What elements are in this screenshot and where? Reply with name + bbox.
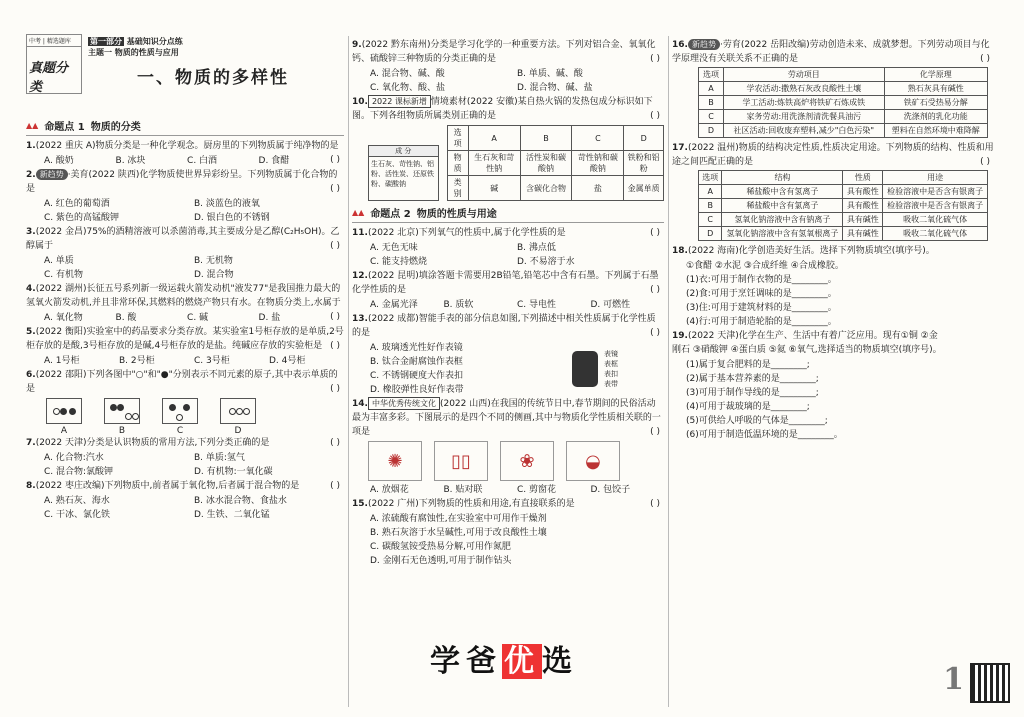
flame-icon: ▲▲: [26, 121, 39, 130]
question-14: 14. 中华优秀传统文化 (2022 山西)在我国的传统节日中,春节期间的民俗活动最为丰富多彩。下图展示的是四个不同的侧画,其中与物质化学性质相关联的一项是 ( ): [352, 399, 661, 437]
ingredient-label: 成 分 生石灰、苛性钠、铝粉、活性炭、还原铁粉、碳酸钠: [368, 145, 439, 201]
q19-blank-4[interactable]: (4)可用于裁玻璃的是________;: [686, 402, 810, 412]
options-4: A. 氧化物 B. 酸 C. 碱 D. 盐: [44, 313, 281, 323]
column-2: [352, 38, 664, 709]
options-9: A. 混合物、碱、酸 B. 单质、碱、酸 C. 氧化物、酸、盐 D. 混合物、碱、盐: [370, 69, 593, 93]
trend-tag: 新趋势: [688, 39, 720, 50]
dumplings-icon: ◒: [566, 441, 620, 481]
options-11: A. 无色无味 B. 沸点低 C. 能支持燃烧 D. 不易溶于水: [370, 243, 575, 267]
page-title: 一、物质的多样性: [137, 67, 289, 88]
q19-blank-3[interactable]: (3)可用于制作导线的是________;: [686, 388, 819, 398]
section-heading-2: ▲▲ 命题点 2 物质的性质与用途: [352, 205, 664, 223]
q19-blank-2[interactable]: (2)属于基本营养素的是________;: [686, 374, 819, 384]
watch-figure: 表镜 表框 表扣 表带: [572, 341, 618, 397]
trend-tag: 新趋势: [36, 169, 68, 180]
question-12: 12.(2022 昆明)填涂答题卡需要用2B铅笔,铅笔芯中含有石墨。下列属于石墨化学性质的是 ( ): [352, 271, 660, 295]
question-7: 7.(2022 天津)分类是认识物质的常用方法,下列分类正确的是 ( ): [26, 438, 340, 448]
q18-items: ①食醋 ②水泥 ③合成纤维 ④合成橡胶。: [686, 261, 844, 271]
q16-table: 选项 劳动项目 化学原理 A 学农活动:撒熟石灰改良酸性土壤 熟石灰具有碱性 B 学工活动:炼铁高炉将铁矿石炼成铁 铁矿石受热易分解 C 家务劳动:用洗涤剂清洗餐具油污 洗涤剂的乳化功能 D 社区活动:回收废弃塑料,减少"白色污染" 塑料在自然环境中难降解: [698, 67, 988, 138]
chapter-header: [26, 34, 344, 104]
options-1: A. 酸奶 B. 冰块 C. 白酒 D. 食醋: [44, 156, 290, 166]
q18-blank-2[interactable]: (2)食:可用于烹饪调味的是________。: [686, 289, 837, 299]
fireworks-icon: ✺: [368, 441, 422, 481]
column-1: [26, 114, 344, 709]
question-9: 9.(2022 黔东南州)分类是学习化学的一种重要方法。下列对铝合金、氧氧化钙、硫酸锌三种物质的分类正确的是 ( ): [352, 40, 660, 64]
atom-box-b: [104, 398, 140, 424]
options-7: A. 化合物:汽水 B. 单质:氢气 C. 混合物:氯酸钾 D. 有机物:一氧化碳: [44, 453, 273, 477]
q18-blank-1[interactable]: (1)衣:可用于制作衣物的是________。: [686, 275, 837, 285]
q17-table: 选项 结构 性质 用途 A 稀盐酸中含有氢离子 具有酸性 检验溶液中是否含有银离子 B 稀盐酸中含有氯离子 具有酸性 检验溶液中是否含有银离子 C 氢氧化钠溶液中含有钠离子 具有碱性 吸收二氧化硫气体 D 氢氧化钠溶液中含有氢氧根离子 具有碱性 吸收二氧化硫气体: [698, 170, 988, 241]
question-13: 13.(2022 成都)智能手表的部分信息如图,下列描述中相关性质属于化学性质的是 ( ): [352, 314, 660, 338]
q19-blank-5[interactable]: (5)可供给人呼吸的气体是________;: [686, 416, 828, 426]
new-standard-tag: 2022 课标新增: [368, 95, 431, 108]
q10-table: 选项 A B C D 物质 生石灰和苛性钠 活性炭和碳酸钠 苛性钠和碳酸钠 铁粉和铝粉 类别 碱 含碳化合物 盐 金属单质: [447, 125, 664, 201]
q18-blank-3[interactable]: (3)住:可用于建筑材料的是________。: [686, 303, 837, 313]
question-17: 17.(2022 温州)物质的结构决定性质,性质决定用途。下列物质的结构、性质和用途之间匹配正确的是 ( ): [672, 143, 994, 167]
series-logo: 中考 | 精选题库 真题分类: [26, 34, 82, 94]
question-19: 19.(2022 天津)化学在生产、生活中有着广泛应用。现有①铜 ②金刚石 ③硝酸钾 ④蛋白质 ⑤氦 ⑥氧气,选择适当的物质填空(填序号)。: [672, 331, 942, 355]
page-number: 1: [943, 662, 964, 697]
question-1: 1.(2022 重庆 A)物质分类是一种化学观念。厨房里的下列物质属于纯净物的是 ( ): [26, 141, 340, 165]
festival-pictures: [352, 441, 664, 481]
question-16: 16. 新趋势 ·劳育(2022 岳阳改编)劳动创造未来、成就梦想。下列劳动项目与化学原理没有关联关系不正确的是 ( ): [672, 40, 990, 64]
question-2: 2. 新趋势 ·美育(2022 陕西)化学物质使世界异彩纷呈。下列物质属于化合物的是 ( ): [26, 170, 340, 194]
options-15: A. 浓硫酸有腐蚀性,在实验室中可用作干燥剂 B. 熟石灰溶于水呈碱性,可用于改良酸性土壤 C. 碳酸氢铵受热易分解,可用作氮肥 D. 金刚石无色透明,可用于制作钻头: [370, 514, 547, 566]
options-14: A. 放烟花 B. 贴对联 C. 剪窗花 D. 包饺子: [370, 485, 631, 495]
q10-figure: [352, 125, 664, 201]
q18-blank-4[interactable]: (4)行:可用于制造轮胎的是________。: [686, 317, 837, 327]
options-5: A. 1号柜 B. 2号柜 C. 3号柜 D. 4号柜: [44, 356, 306, 366]
flame-icon: ▲▲: [352, 208, 365, 217]
section-heading-1: ▲▲ 命题点 1 物质的分类: [26, 118, 344, 136]
options-3: A. 单质 B. 无机物 C. 有机物 D. 混合物: [44, 256, 234, 280]
question-15: 15.(2022 广州)下列物质的性质和用途,有直接联系的是 ( ): [352, 499, 660, 509]
paper-cut-icon: ❀: [500, 441, 554, 481]
atom-diagrams: [26, 398, 344, 424]
column-3: [672, 38, 994, 709]
part-label: 第一部分 基础知识分点练 主题一 物质的性质与应用: [88, 37, 183, 57]
brand-watermark: 学爸优选: [430, 644, 578, 679]
options-8: A. 熟石灰、海水 B. 冰水混合物、食盐水 C. 干冰、氯化铁 D. 生铁、二氧化锰: [44, 496, 287, 520]
q13-body: [352, 341, 664, 397]
question-11: 11.(2022 北京)下列氧气的性质中,属于化学性质的是 ( ): [352, 228, 660, 238]
qr-code-icon[interactable]: [970, 663, 1010, 703]
atom-box-c: [162, 398, 198, 424]
question-6: 6.(2022 邵阳)下列各图中"○"和"●"分别表示不同元素的原子,其中表示单质的是 ( ): [26, 370, 340, 394]
question-10: 10. 2022 课标新增 情境素材(2022 安徽)某自热火锅的发热包成分标识如下图。下列各组物质所属类别正确的是 ( ): [352, 97, 660, 121]
smartwatch-icon: [572, 351, 598, 387]
q19-blank-6[interactable]: (6)可用于制造低温环境的是________。: [686, 430, 843, 440]
q19-blank-1[interactable]: (1)属于复合肥料的是________;: [686, 360, 810, 370]
question-5: 5.(2022 衡阳)实验室中的药品要求分类存放。某实验室1号柜存放的是单质,2号柜存放的是酸,3号柜存放的是碱,4号柜存放的是盐。纯碱应存放的实验柜是 ( ): [26, 327, 344, 351]
question-4: 4.(2022 湖州)长征五号系列新一级运载火箭发动机"液发77"是我国推力最大的氢氧火箭发动机,并且非常环保,其燃料的燃烧产物只有水。在物质分类上,水属于 ( ): [26, 284, 341, 322]
question-3: 3.(2022 金昌)75%的酒精溶液可以杀菌消毒,其主要成分是乙醇(C₂H₅OH)。乙醇属于 ( ): [26, 227, 340, 251]
atom-labels: A B C D: [60, 426, 242, 436]
culture-tag: 中华优秀传统文化: [368, 397, 440, 410]
atom-box-a: [46, 398, 82, 424]
options-2: A. 红色的葡萄酒 B. 淡蓝色的液氧 C. 紫色的高锰酸钾 D. 银白色的不锈钢: [44, 199, 270, 223]
options-13: A. 玻璃透光性好作表镜 B. 钛合金耐腐蚀作表框 C. 不锈钢硬度大作表扣 D. 橡胶弹性良好作表带: [370, 343, 464, 395]
options-12: A. 金属光泽 B. 质软 C. 导电性 D. 可燃性: [370, 300, 631, 310]
atom-box-d: [220, 398, 256, 424]
question-8: 8.(2022 枣庄改编)下列物质中,前者属于氧化物,后者属于混合物的是 ( ): [26, 481, 340, 491]
question-18: 18.(2022 海南)化学创造美好生活。选择下列物质填空(填序号)。: [672, 246, 935, 256]
couplets-icon: ▯▯: [434, 441, 488, 481]
